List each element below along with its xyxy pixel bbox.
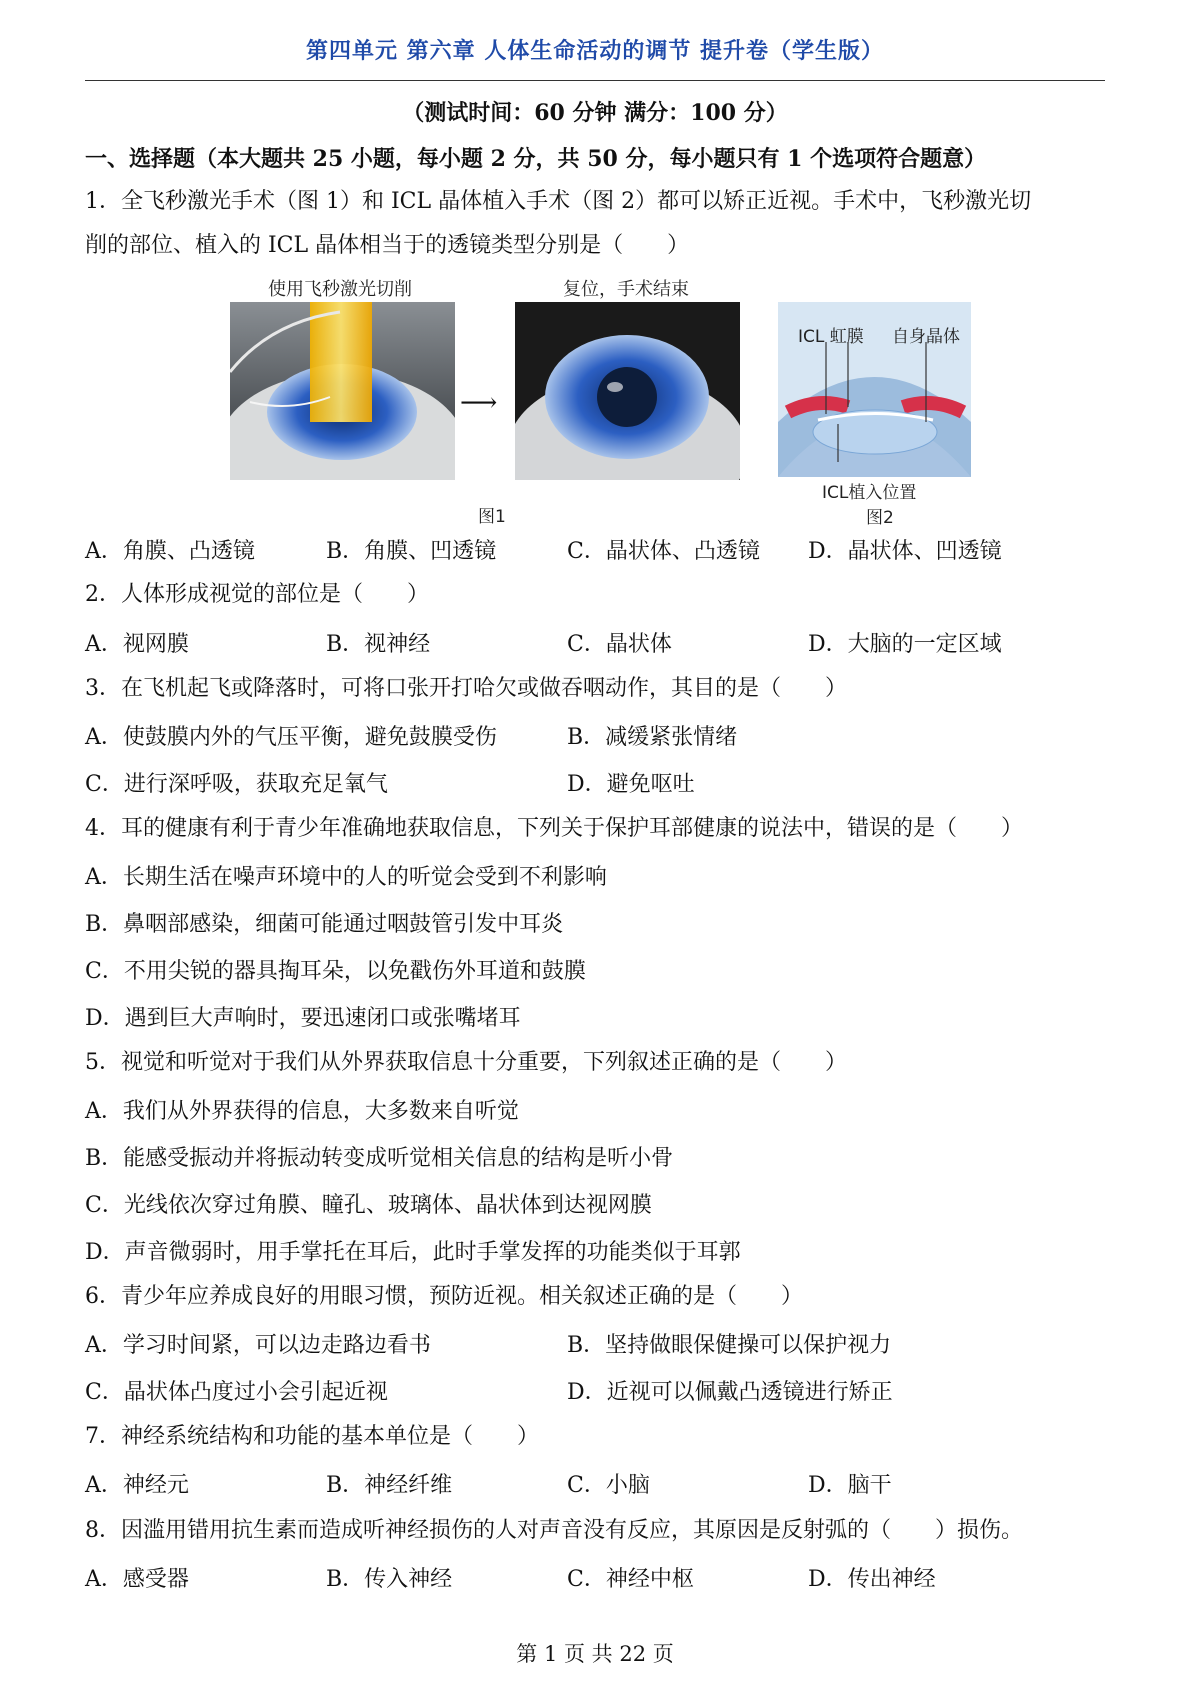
q5-option-b: B．能感受振动并将振动转变成听觉相关信息的结构是听小骨 xyxy=(85,1146,674,1171)
q2-option-b: B．视神经 xyxy=(326,632,431,657)
q8-option-b: B．传入神经 xyxy=(326,1567,453,1592)
q1-option-b: B．角膜、凹透镜 xyxy=(326,539,497,564)
q3-option-b: B．减缓紧张情绪 xyxy=(567,725,738,750)
q4-option-d: D．遇到巨大声响时，要迅速闭口或张嘴堵耳 xyxy=(85,1006,521,1031)
q8-option-a: A．感受器 xyxy=(85,1567,189,1592)
q6-option-a: A．学习时间紧，可以边走路边看书 xyxy=(85,1333,431,1358)
q3-option-d: D．避免呕吐 xyxy=(567,772,695,797)
q1-option-d: D．晶状体、凹透镜 xyxy=(808,539,1002,564)
question-3-stem: 3．在飞机起飞或降落时，可将口张开打哈欠或做吞咽动作，其目的是（ ） xyxy=(85,676,847,701)
figure2-caption: 图2 xyxy=(866,508,894,528)
q4-option-c: C．不用尖锐的器具掏耳朵，以免戳伤外耳道和鼓膜 xyxy=(85,959,586,984)
question-1-stem: 1．全飞秒激光手术（图 1）和 ICL 晶体植入手术（图 2）都可以矫正近视。手术中，飞秒激光切 削的部位、植入的 ICL 晶体相当于的透镜类型分别是（ ） xyxy=(85,189,1032,258)
figure1-laser-image xyxy=(230,302,455,480)
q7-option-b: B．神经纤维 xyxy=(326,1473,453,1498)
section-title: 一、选择题（本大题共 25 小题，每小题 2 分，共 50 分，每小题只有 1 个选项符合题意） xyxy=(85,146,987,172)
q8-option-d: D．传出神经 xyxy=(808,1567,936,1592)
q7-option-c: C．小脑 xyxy=(567,1473,650,1498)
q1-option-c: C．晶状体、凸透镜 xyxy=(567,539,760,564)
q7-option-a: A．神经元 xyxy=(85,1473,189,1498)
q5-option-d: D．声音微弱时，用手掌托在耳后，此时手掌发挥的功能类似于耳郭 xyxy=(85,1240,741,1265)
question-8-stem: 8．因滥用错用抗生素而造成听神经损伤的人对声音没有反应，其原因是反射弧的（ ）损伤。 xyxy=(85,1518,1024,1543)
q4-option-b: B．鼻咽部感染，细菌可能通过咽鼓管引发中耳炎 xyxy=(85,912,564,937)
label-own-lens: 自身晶体 xyxy=(892,327,960,347)
q5-option-c: C．光线依次穿过角膜、瞳孔、玻璃体、晶状体到达视网膜 xyxy=(85,1193,652,1218)
question-5-stem: 5．视觉和听觉对于我们从外界获取信息十分重要，下列叙述正确的是（ ） xyxy=(85,1050,847,1075)
question-7-stem: 7．神经系统结构和功能的基本单位是（ ） xyxy=(85,1424,539,1449)
q3-option-a: A．使鼓膜内外的气压平衡，避免鼓膜受伤 xyxy=(85,725,497,750)
q2-option-c: C．晶状体 xyxy=(567,632,672,657)
q4-option-a: A．长期生活在噪声环境中的人的听觉会受到不利影响 xyxy=(85,865,607,890)
q3-option-c: C．进行深呼吸，获取充足氧气 xyxy=(85,772,388,797)
question-6-stem: 6．青少年应养成良好的用眼习惯，预防近视。相关叙述正确的是（ ） xyxy=(85,1284,803,1309)
q2-option-d: D．大脑的一定区域 xyxy=(808,632,1002,657)
label-icl-iris: ICL 虹膜 xyxy=(798,327,864,347)
label-icl-position: ICL植入位置 xyxy=(822,483,917,503)
arrow-icon: ⟶ xyxy=(460,388,498,418)
figure1-reset-image xyxy=(515,302,740,480)
figure1-right-caption: 复位，手术结束 xyxy=(563,279,689,300)
q1-option-a: A．角膜、凸透镜 xyxy=(85,539,255,564)
test-info: （测试时间：60 分钟 满分：100 分） xyxy=(402,100,788,126)
page-number: 第 1 页 共 22 页 xyxy=(516,1642,674,1666)
question-4-stem: 4．耳的健康有利于青少年准确地获取信息，下列关于保护耳部健康的说法中，错误的是（ ） xyxy=(85,816,1024,841)
q8-option-c: C．神经中枢 xyxy=(567,1567,694,1592)
q7-option-d: D．脑干 xyxy=(808,1473,892,1498)
q6-option-c: C．晶状体凸度过小会引起近视 xyxy=(85,1380,388,1405)
q2-option-a: A．视网膜 xyxy=(85,632,189,657)
q5-option-a: A．我们从外界获得的信息，大多数来自听觉 xyxy=(85,1099,519,1124)
header-divider xyxy=(85,80,1105,81)
q6-option-b: B．坚持做眼保健操可以保护视力 xyxy=(567,1333,892,1358)
document-title: 第四单元 第六章 人体生命活动的调节 提升卷（学生版） xyxy=(306,39,884,64)
q6-option-d: D．近视可以佩戴凸透镜进行矫正 xyxy=(567,1380,893,1405)
question-2-stem: 2．人体形成视觉的部位是（ ） xyxy=(85,582,429,607)
figure1-left-caption: 使用飞秒激光切削 xyxy=(268,279,412,300)
figure1-caption: 图1 xyxy=(478,507,506,527)
